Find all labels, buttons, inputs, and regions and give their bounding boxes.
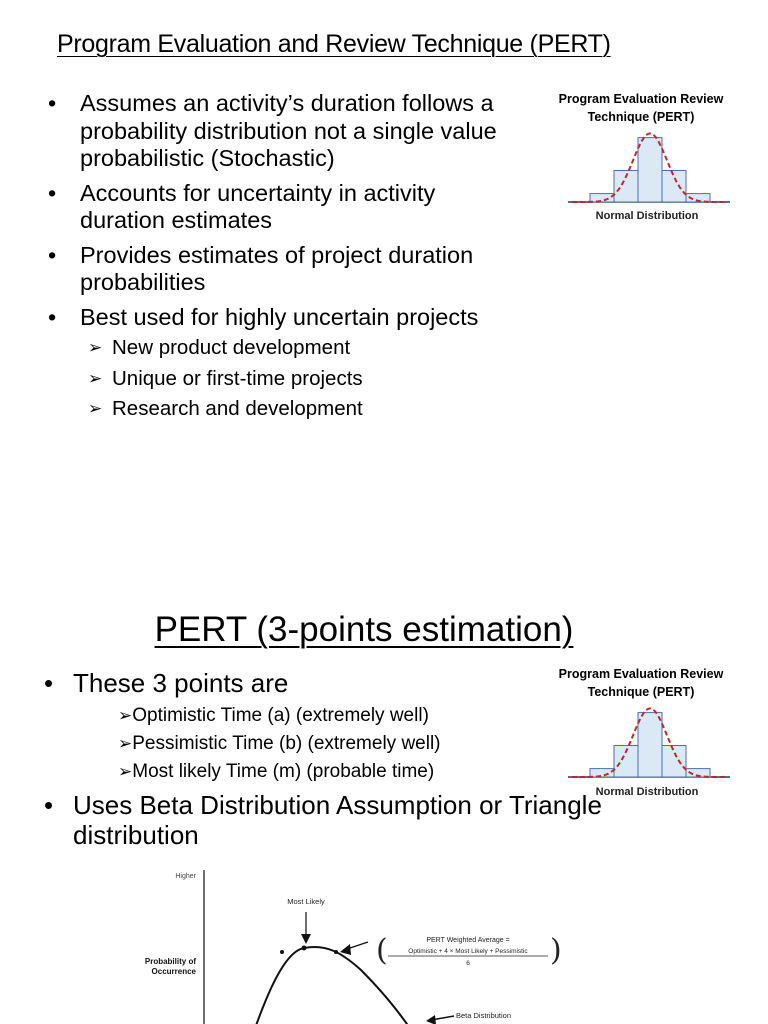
most-likely-label: Most Likely <box>287 897 325 906</box>
section2-title: PERT (3-points estimation) <box>154 610 574 649</box>
formula-numerator: Optimistic + 4 × Most Likely + Pessimistic <box>408 948 528 955</box>
normal-distribution-histogram <box>568 703 730 783</box>
bullet-item <box>44 790 704 850</box>
beta-label-arrowhead <box>426 1015 436 1024</box>
bullet-item <box>48 304 518 332</box>
sub-bullet-item <box>118 730 441 758</box>
arrow-bullet-icon: ➢ <box>88 368 103 388</box>
sub-bullet-item <box>48 333 518 364</box>
arrow-bullet-icon: ➢ <box>118 762 133 781</box>
arrow-bullet-icon: ➢ <box>118 706 133 725</box>
formula-left-paren: ( <box>376 933 388 968</box>
bullet-dot: • <box>48 241 57 268</box>
pert-figure-title-line1: Program Evaluation Review <box>558 667 724 681</box>
sub-bullet-item <box>118 702 429 730</box>
formula-title: PERT Weighted Average = <box>426 937 510 944</box>
bullet-text <box>44 790 704 850</box>
arrow-bullet-icon: ➢ <box>88 338 103 357</box>
sub-bullet-item <box>48 394 518 425</box>
bullet-text: Provides estimates of project duration probabilities <box>80 241 474 295</box>
bullet-item <box>48 90 518 173</box>
beta-distribution-label: Beta Distribution <box>456 1011 512 1020</box>
sub-bullet-text: Most likely Time (m) (probable time) <box>132 761 435 782</box>
curve-point <box>280 950 284 954</box>
bullet-dot: • <box>48 303 57 330</box>
curve-peak-point <box>302 946 307 951</box>
bullet-text: Assumes an activity’s duration follows a probability distribution not a single value probabilistic (Stochastic) <box>80 90 497 171</box>
y-axis-label-line2: Occurrence <box>151 967 196 976</box>
pert-figure-title <box>541 665 741 701</box>
beta-distribution-figure <box>136 860 576 1024</box>
bullet-dot: • <box>44 790 54 820</box>
section1-title: Program Evaluation and Review Technique (PERT) <box>57 30 611 58</box>
bullet-dot: • <box>48 179 57 206</box>
pert-figure-title-line2: Technique (PERT) <box>587 685 695 699</box>
arrow-bullet-icon: ➢ <box>118 734 133 753</box>
bullet-dot: • <box>44 668 54 698</box>
bullet-text: Accounts for uncertainty in activity duration estimates <box>80 179 436 233</box>
curve-point <box>334 950 338 954</box>
histogram-bar <box>590 769 614 777</box>
histogram-bar <box>590 194 614 202</box>
histogram-bar <box>662 171 686 203</box>
bullet-item <box>44 668 288 698</box>
bullet-dot: • <box>48 90 57 116</box>
bullet-text: These 3 points are <box>73 668 289 698</box>
sub-bullet-text: New product development <box>112 336 351 359</box>
normal-distribution-histogram <box>568 128 730 208</box>
beta-distribution-svg <box>136 860 576 1024</box>
bullet-text-line1: Uses Beta Distribution Assumption or Triangle <box>73 790 602 820</box>
formula-denominator: 6 <box>466 960 470 967</box>
histogram-bar <box>638 138 662 202</box>
sub-bullet-text: Pessimistic Time (b) (extremely well) <box>132 733 441 754</box>
sub-bullet-item <box>48 364 518 395</box>
pert-figure-title-line1: Program Evaluation Review <box>558 92 724 106</box>
y-axis-top-label: Higher <box>175 873 196 880</box>
formula-right-paren: ) <box>550 933 562 968</box>
pert-figure-caption: Normal Distribution <box>595 210 699 222</box>
section1-bullet-list <box>48 90 518 425</box>
sub-bullet-text: Research and development <box>112 397 363 420</box>
histogram-bar <box>638 713 662 777</box>
sub-bullet-text: Optimistic Time (a) (extremely well) <box>132 705 429 726</box>
weighted-average-arrowhead <box>340 944 351 955</box>
sub-bullet-item <box>118 758 434 786</box>
most-likely-arrowhead <box>301 934 311 944</box>
beta-curve <box>244 947 431 1024</box>
arrow-bullet-icon: ➢ <box>88 399 103 418</box>
bullet-item <box>48 242 518 297</box>
y-axis-label-line1: Probability of <box>144 957 196 966</box>
sub-bullet-text: Unique or first-time projects <box>112 366 363 390</box>
histogram-bar <box>662 746 686 778</box>
pert-figure-caption: Normal Distribution <box>595 786 699 798</box>
bullet-item <box>48 180 518 235</box>
bullet-text-line2: distribution <box>73 820 199 850</box>
pert-figure-title-line2: Technique (PERT) <box>587 110 695 124</box>
bullet-text: Best used for highly uncertain projects <box>80 303 479 330</box>
pert-figure-title <box>541 90 741 126</box>
